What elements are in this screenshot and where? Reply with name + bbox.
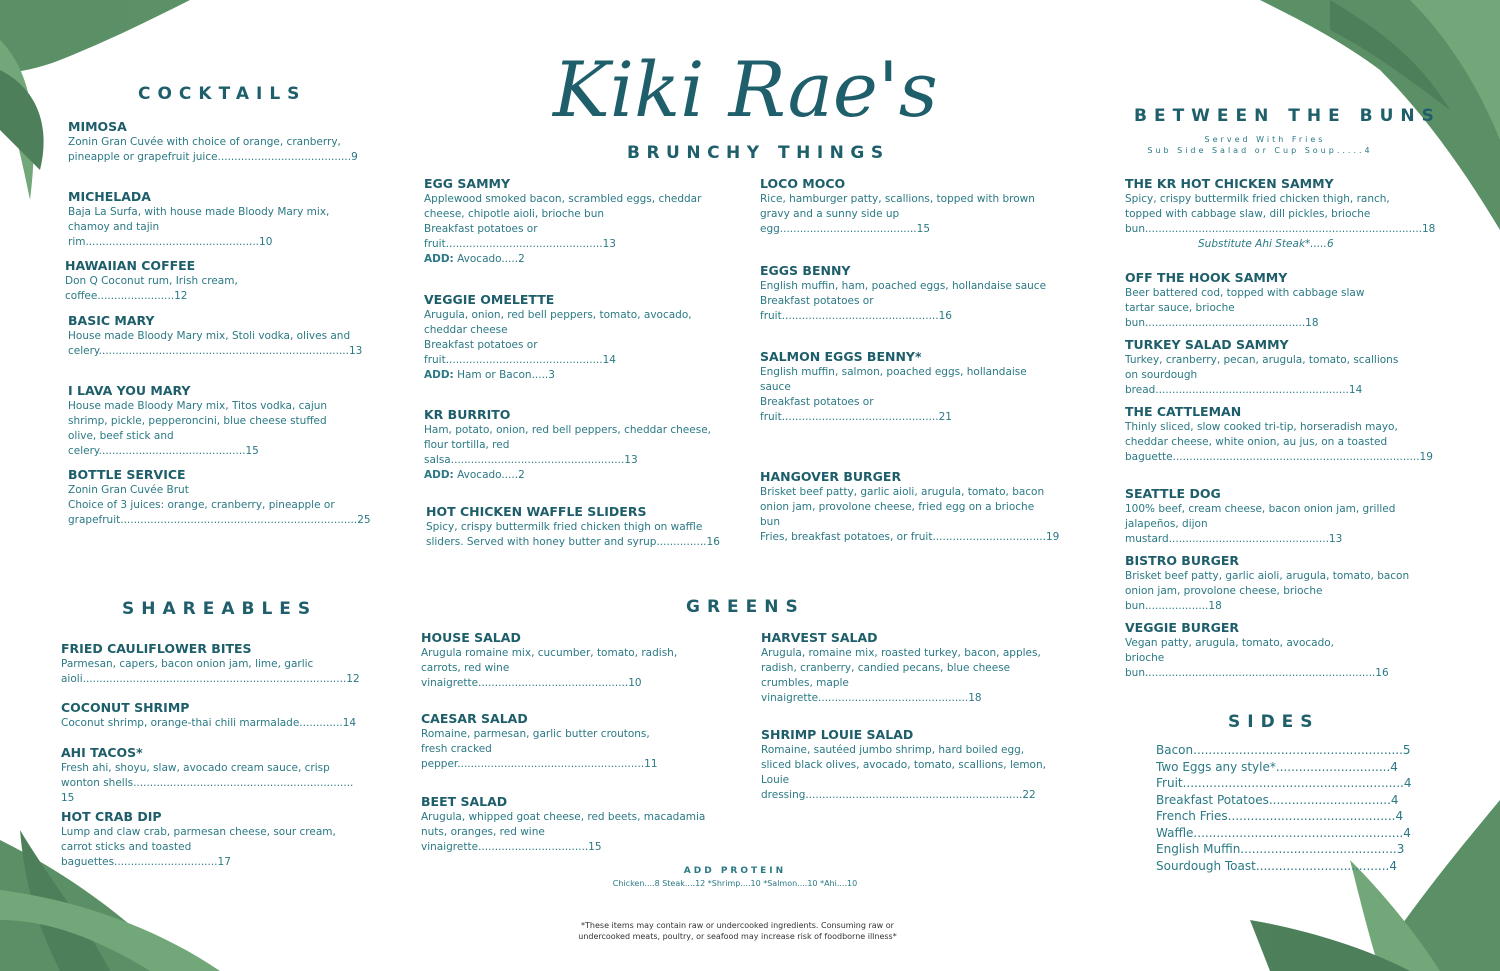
item-desc: House made Bloody Mary mix, Stoli vodka, olives and celery...........................................................................13	[68, 330, 363, 357]
item-name: HAWAIIAN COFFEE	[65, 258, 196, 273]
palm-leaf-top-left-icon	[0, 0, 200, 210]
item-name: BEET SALAD	[421, 794, 508, 809]
item-desc: Lump and claw crab, parmesan cheese, sour cream, carrot sticks and toasted baguettes...............................17	[61, 826, 336, 868]
item-desc: Arugula, onion, red bell peppers, tomato, avocado, cheddar cheese Breakfast potatoes or fruit...............................................14	[424, 309, 692, 366]
item-name: HOUSE SALAD	[421, 630, 521, 645]
menu-item	[760, 263, 1060, 324]
item-extra: Substitute Ahi Steak*.....6	[1198, 238, 1334, 250]
add-protein-heading: ADD PROTEIN	[683, 866, 787, 876]
menu-item	[1125, 620, 1415, 681]
item-name: COCONUT SHRIMP	[61, 700, 190, 715]
side-item: French Fries............................................4	[1156, 809, 1404, 823]
menu-item	[1125, 176, 1436, 252]
side-item: Waffle.......................................................4	[1156, 825, 1411, 840]
item-desc: Vegan patty, arugula, tomato, avocado, brioche bun.....................................................................16	[1125, 637, 1389, 679]
item-name: HANGOVER BURGER	[760, 469, 902, 484]
menu-item	[421, 711, 721, 772]
logo-text: Kiki Rae's	[553, 45, 938, 134]
item-desc: 100% beef, cream cheese, bacon onion jam, grilled jalapeños, dijon mustard................................................13	[1125, 503, 1396, 545]
item-name: OFF THE HOOK SAMMY	[1125, 270, 1288, 285]
menu-item	[1125, 486, 1415, 547]
item-name: I LAVA YOU MARY	[68, 383, 191, 398]
menu-item	[65, 258, 355, 304]
item-name: CAESAR SALAD	[421, 711, 528, 726]
add-option: Avocado.....2	[453, 253, 525, 265]
menu-item	[68, 467, 371, 528]
menu-item	[68, 313, 363, 359]
menu-item	[1125, 404, 1433, 465]
item-name: FRIED CAULIFLOWER BITES	[61, 641, 252, 656]
menu-item	[1125, 270, 1415, 331]
side-item: Bacon.......................................................5	[1156, 743, 1411, 757]
item-desc: Zonin Gran Cuvée Brut Choice of 3 juices: orange, cranberry, pineapple or grapefruit.......................................................................25	[68, 484, 371, 526]
item-name: HARVEST SALAD	[761, 630, 878, 645]
item-desc: Don Q Coconut rum, Irish cream, coffee.......................12	[65, 275, 238, 302]
item-name: TURKEY SALAD SAMMY	[1125, 337, 1289, 352]
menu-item	[68, 119, 358, 165]
item-name: MICHELADA	[68, 189, 151, 204]
menu-item	[760, 469, 1060, 545]
kiki-raes-logo	[548, 36, 968, 136]
menu-item	[426, 504, 726, 550]
menu-item	[761, 630, 1061, 706]
item-desc: Rice, hamburger patty, scallions, topped with brown gravy and a sunny side up egg.........................................15	[760, 193, 1035, 235]
item-desc: Turkey, cranberry, pecan, arugula, tomato, scallions on sourdough bread..........................................................14	[1125, 354, 1399, 396]
menu-item	[1125, 337, 1415, 398]
item-desc: Romaine, parmesan, garlic butter croutons, fresh cracked pepper........................................................11	[421, 728, 658, 770]
item-desc: Arugula, whipped goat cheese, red beets, macadamia nuts, oranges, red wine vinaigrette.................................15	[421, 811, 706, 853]
menu-item	[424, 407, 724, 483]
item-name: EGGS BENNY	[760, 263, 851, 278]
add-protein-options: Chicken....8 Steak....12 *Shrimp....10 *Salmon....10 *Ahi....10	[612, 879, 858, 888]
item-desc: Brisket beef patty, garlic aioli, arugula, tomato, bacon onion jam, provolone cheese, brioche bun...................18	[1125, 570, 1410, 612]
menu-item	[761, 727, 1061, 803]
menu-item	[61, 700, 361, 731]
menu-item	[61, 809, 361, 870]
menu-item	[760, 176, 1060, 237]
item-desc: Romaine, sautéed jumbo shrimp, hard boiled egg, sliced black olives, avocado, tomato, scallions, lemon, Louie dressing.................................................................22	[761, 744, 1046, 801]
menu-item	[421, 794, 721, 855]
item-desc: Baja La Surfa, with house made Bloody Mary mix, chamoy and tajin rim....................................................10	[68, 206, 330, 248]
item-name: THE CATTLEMAN	[1125, 404, 1242, 419]
item-name: THE KR HOT CHICKEN SAMMY	[1125, 176, 1334, 191]
menu-item	[424, 176, 724, 267]
shareables-heading: SHAREABLES	[122, 599, 318, 619]
item-desc: Spicy, crispy buttermilk fried chicken thigh, ranch, topped with cabbage slaw, dill pickles, brioche bun...................................................................................18	[1125, 193, 1436, 235]
menu-item	[424, 292, 724, 383]
item-desc: Beer battered cod, topped with cabbage slaw tartar sauce, brioche bun................................................18	[1125, 287, 1365, 329]
item-name: HOT CRAB DIP	[61, 809, 162, 824]
add-label: ADD:	[424, 253, 454, 265]
buns-sub-salad: Sub Side Salad or Cup Soup.....4	[1147, 146, 1373, 155]
side-item: Two Eggs any style*..............................4	[1156, 759, 1398, 774]
item-desc: Applewood smoked bacon, scrambled eggs, cheddar cheese, chipotle aioli, brioche bun Breakfast potatoes or fruit...............................................13	[424, 193, 702, 250]
side-item: Fruit..........................................................4	[1156, 776, 1412, 790]
add-option: Ham or Bacon.....3	[453, 369, 555, 381]
item-name: EGG SAMMY	[424, 176, 511, 191]
sides-list	[1156, 742, 1412, 874]
item-name: BASIC MARY	[68, 313, 155, 328]
item-name: VEGGIE BURGER	[1125, 620, 1240, 635]
add-option: Avocado.....2	[453, 469, 525, 481]
menu-item	[1125, 553, 1415, 614]
item-desc: Thinly sliced, slow cooked tri-tip, horseradish mayo, cheddar cheese, white onion, au jus, on a toasted baguette..........................................................................19	[1125, 421, 1433, 463]
add-label: ADD:	[424, 369, 454, 381]
menu-item	[61, 641, 361, 687]
side-item: Breakfast Potatoes................................4	[1156, 792, 1399, 807]
item-desc: Spicy, crispy buttermilk fried chicken thigh on waffle sliders. Served with honey butter and syrup...............16	[426, 521, 720, 548]
greens-heading: GREENS	[686, 597, 805, 617]
item-name: SALMON EGGS BENNY*	[760, 349, 922, 364]
item-desc: House made Bloody Mary mix, Titos vodka, cajun shrimp, pickle, pepperoncini, blue cheese stuffed olive, beef stick and celery............................................15	[68, 400, 328, 457]
side-item: English Muffin.........................................3	[1156, 842, 1405, 856]
item-name: SHRIMP LOUIE SALAD	[761, 727, 914, 742]
item-desc: Fresh ahi, shoyu, slaw, avocado cream sauce, crisp wonton shells.................................................................. 15	[61, 762, 354, 804]
item-desc: English muffin, ham, poached eggs, hollandaise sauce Breakfast potatoes or fruit...............................................16	[760, 280, 1047, 322]
cocktails-heading: COCKTAILS	[138, 84, 307, 104]
buns-heading: BETWEEN THE BUNS	[1134, 106, 1441, 126]
item-desc: Parmesan, capers, bacon onion jam, lime, garlic aioli...............................................................................12	[61, 658, 360, 685]
item-name: VEGGIE OMELETTE	[424, 292, 555, 307]
buns-sub-fries: Served With Fries	[1204, 135, 1326, 144]
menu-item	[760, 349, 1060, 425]
add-label: ADD:	[424, 469, 454, 481]
item-name: SEATTLE DOG	[1125, 486, 1221, 501]
item-desc: English muffin, salmon, poached eggs, hollandaise sauce Breakfast potatoes or fruit...............................................21	[760, 366, 1027, 423]
item-name: HOT CHICKEN WAFFLE SLIDERS	[426, 504, 647, 519]
item-name: KR BURRITO	[424, 407, 511, 422]
sides-heading: SIDES	[1228, 712, 1320, 732]
menu-item	[421, 630, 721, 691]
item-name: BOTTLE SERVICE	[68, 467, 186, 482]
brunch-heading: BRUNCHY THINGS	[627, 143, 890, 163]
menu-item	[68, 189, 358, 250]
item-desc: Coconut shrimp, orange-thai chili marmalade.............14	[61, 717, 357, 729]
item-name: LOCO MOCO	[760, 176, 846, 191]
item-name: AHI TACOS*	[61, 745, 143, 760]
menu-item	[68, 383, 358, 459]
item-desc: Brisket beef patty, garlic aioli, arugula, tomato, bacon onion jam, provolone cheese, fried egg on a brioche bun Fries, breakfast potatoes, or fruit..................................19	[760, 486, 1060, 543]
menu-item	[61, 745, 361, 806]
item-desc: Ham, potato, onion, red bell peppers, cheddar cheese, flour tortilla, red salsa....................................................13	[424, 424, 711, 466]
side-item: Sourdough Toast...................................4	[1156, 858, 1397, 873]
item-desc: Arugula romaine mix, cucumber, tomato, radish, carrots, red wine vinaigrette.............................................10	[421, 647, 678, 689]
item-desc: Zonin Gran Cuvée with choice of orange, cranberry, pineapple or grapefruit juice........................................9	[68, 136, 358, 163]
disclaimer: *These items may contain raw or undercooked ingredients. Consuming raw or undercooked meats, poultry, or seafood may increase risk of foodborne illness*	[578, 921, 897, 941]
item-name: BISTRO BURGER	[1125, 553, 1240, 568]
item-desc: Arugula, romaine mix, roasted turkey, bacon, apples, radish, cranberry, candied pecans, blue cheese crumbles, maple vinaigrette.............................................18	[761, 647, 1041, 704]
item-name: MIMOSA	[68, 119, 127, 134]
